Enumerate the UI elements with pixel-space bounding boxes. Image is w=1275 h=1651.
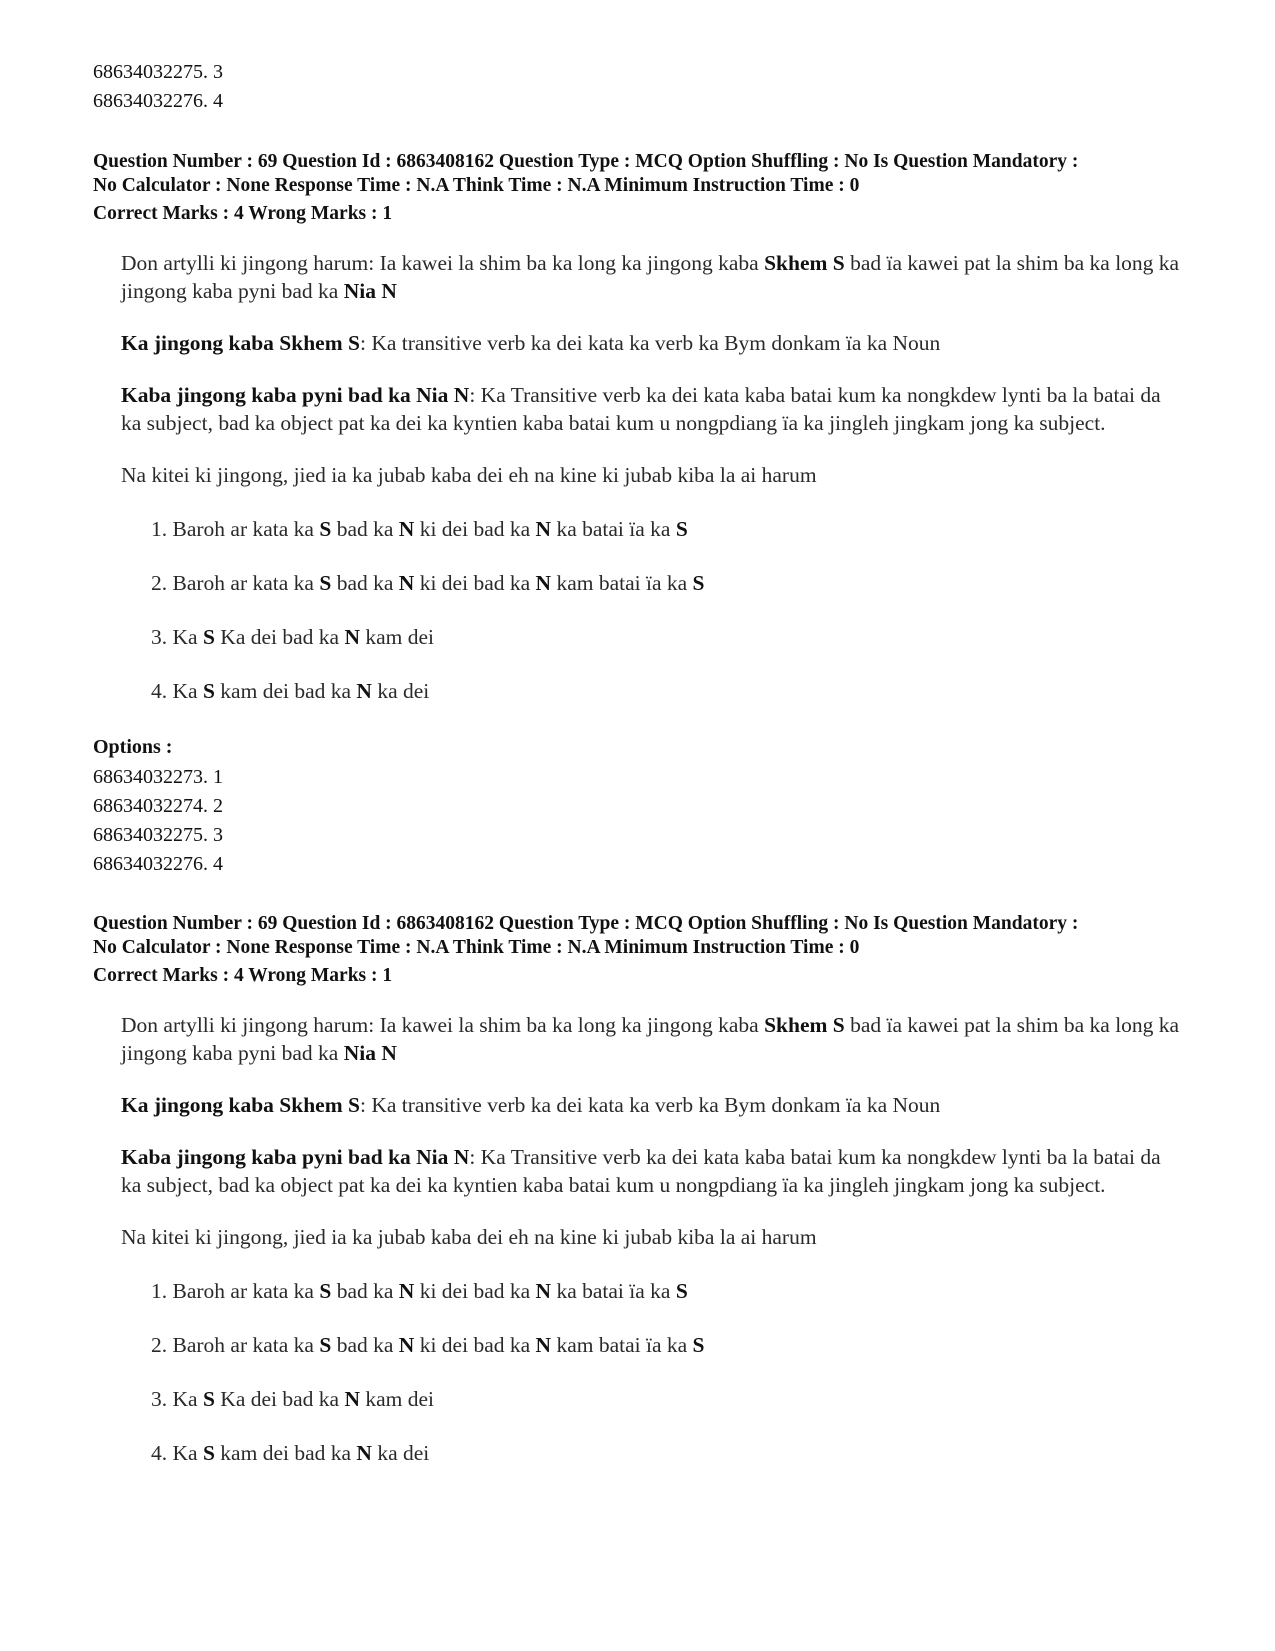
previous-options-list — [93, 58, 223, 116]
answer-choice: 1. Baroh ar kata ka S bad ka N ki dei bad ka N ka batai ïa ka S — [151, 517, 688, 541]
question-prompt: Na kitei ki jingong, jied ia ka jubab kaba dei eh na kine ki jubab kiba la ai harum — [121, 1225, 817, 1249]
answer-choice: 4. Ka S kam dei bad ka N ka dei — [151, 1441, 430, 1465]
definition-nia: Kaba jingong kaba pyni bad ka Nia N: Ka Transitive verb ka dei kata kaba batai kum ka nongkdew lynti ba la batai da ka subject, bad ka object pat ka dei ka kyntien kaba batai kum u nongpdiang ïa ka jingleh jingkam jong ka subject. — [121, 1145, 1161, 1197]
option-line: 68634032275. 3 — [93, 61, 223, 83]
options-label: Options : — [93, 736, 173, 758]
definition-nia: Kaba jingong kaba pyni bad ka Nia N: Ka Transitive verb ka dei kata kaba batai kum ka nongkdew lynti ba la batai da ka subject, bad ka object pat ka dei ka kyntien kaba batai kum u nongpdiang ïa ka jingleh jingkam jong ka subject. — [121, 383, 1161, 435]
answer-choice: 3. Ka S Ka dei bad ka N kam dei — [151, 1387, 435, 1411]
option-line: 68634032274. 2 — [93, 795, 223, 817]
answer-choice: 3. Ka S Ka dei bad ka N kam dei — [151, 625, 435, 649]
question-meta-line-2: No Calculator : None Response Time : N.A Think Time : N.A Minimum Instruction Time : 0 — [93, 937, 860, 958]
question-meta-line-1: Question Number : 69 Question Id : 6863408162 Question Type : MCQ Option Shuffling : No Is Question Mandatory : — [93, 151, 1079, 172]
question-intro: Don artylli ki jingong harum: Ia kawei la shim ba ka long ka jingong kaba Skhem S bad ïa kawei pat la shim ba ka long ka jingong kaba pyni bad ka Nia N — [121, 1013, 1180, 1065]
question-marks-line: Correct Marks : 4 Wrong Marks : 1 — [93, 203, 393, 224]
answer-choice: 4. Ka S kam dei bad ka N ka dei — [151, 679, 430, 703]
answer-choice: 1. Baroh ar kata ka S bad ka N ki dei bad ka N ka batai ïa ka S — [151, 1279, 688, 1303]
options-list — [93, 763, 223, 879]
question-header — [93, 150, 1213, 226]
question-meta-line-1: Question Number : 69 Question Id : 6863408162 Question Type : MCQ Option Shuffling : No Is Question Mandatory : — [93, 913, 1079, 934]
question-body — [121, 249, 1181, 731]
question-header — [93, 912, 1213, 988]
definition-skhem: Ka jingong kaba Skhem S: Ka transitive verb ka dei kata ka verb ka Bym donkam ïa ka Noun — [121, 1093, 941, 1117]
question-meta-line-2: No Calculator : None Response Time : N.A Think Time : N.A Minimum Instruction Time : 0 — [93, 175, 860, 196]
option-line: 68634032276. 4 — [93, 90, 223, 112]
answer-choices — [121, 515, 1181, 731]
question-prompt: Na kitei ki jingong, jied ia ka jubab kaba dei eh na kine ki jubab kiba la ai harum — [121, 463, 817, 487]
option-line: 68634032273. 1 — [93, 766, 223, 788]
answer-choices — [121, 1277, 1181, 1493]
answer-choice: 2. Baroh ar kata ka S bad ka N ki dei bad ka N kam batai ïa ka S — [151, 571, 705, 595]
definition-skhem: Ka jingong kaba Skhem S: Ka transitive verb ka dei kata ka verb ka Bym donkam ïa ka Noun — [121, 331, 941, 355]
answer-choice: 2. Baroh ar kata ka S bad ka N ki dei bad ka N kam batai ïa ka S — [151, 1333, 705, 1357]
question-intro: Don artylli ki jingong harum: Ia kawei la shim ba ka long ka jingong kaba Skhem S bad ïa kawei pat la shim ba ka long ka jingong kaba pyni bad ka Nia N — [121, 251, 1180, 303]
question-marks-line: Correct Marks : 4 Wrong Marks : 1 — [93, 965, 393, 986]
question-body — [121, 1011, 1181, 1493]
option-line: 68634032276. 4 — [93, 853, 223, 875]
option-line: 68634032275. 3 — [93, 824, 223, 846]
